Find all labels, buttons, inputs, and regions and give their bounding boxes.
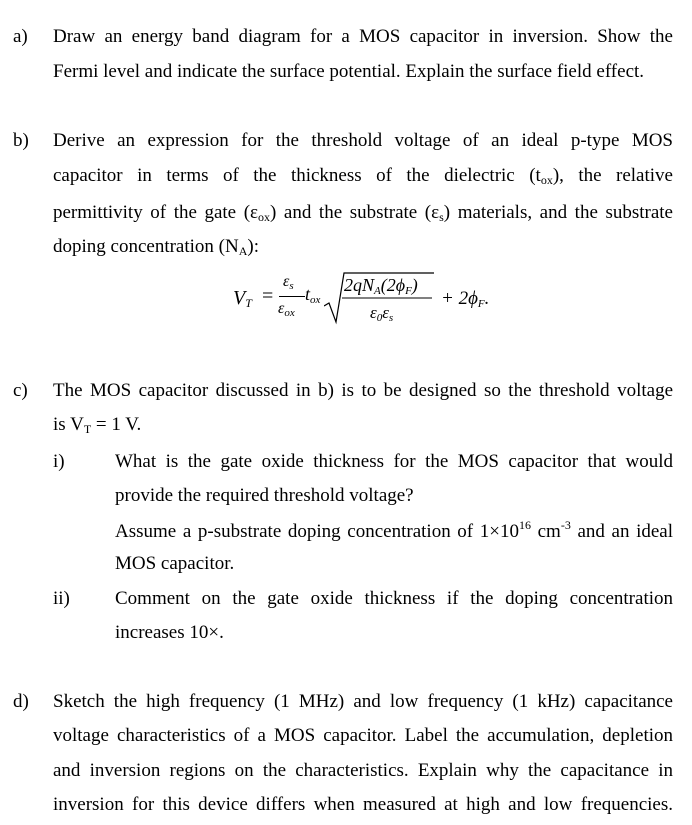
question-a-line-1: Draw an energy band diagram for a MOS capacitor in inversion. Show the xyxy=(53,26,673,47)
question-a-line-2: Fermi level and indicate the surface potential. Explain the surface field effect. xyxy=(53,61,645,82)
question-label: d) xyxy=(13,691,29,712)
question-c-i-line-4: MOS capacitor. xyxy=(115,553,235,574)
question-c-ii-line-2: increases 10×. xyxy=(115,622,224,643)
question-d-line-4: inversion for this device differs when measured at high and low frequencies. xyxy=(53,794,673,815)
question-b-line-3: permittivity of the gate $(\varepsilon_{ox})$ and the substrate $(\varepsilon_s)$ materials, and the substrate xyxy=(53,202,673,224)
question-d-line-1: Sketch the high frequency (1 MHz) and low frequency (1 kHz) capacitance xyxy=(53,691,673,712)
question-c-i-line-2: provide the required threshold voltage? xyxy=(115,485,414,506)
question-label: c) xyxy=(13,380,28,401)
question-b-line-4: doping concentration $(N_A)$: xyxy=(53,236,260,258)
question-c-i-line-3: Assume a p-substrate doping concentration of $1\times 10^{16}$ $cm^{-3}$ and an ideal xyxy=(115,518,673,542)
question-c-ii-line-1: Comment on the gate oxide thickness if the doping concentration xyxy=(115,588,673,609)
fraction-bar xyxy=(279,296,305,297)
question-d-line-2: voltage characteristics of a MOS capacitor. Label the accumulation, depletion xyxy=(53,725,673,746)
subquestion-label: ii) xyxy=(53,588,70,609)
question-b-line-1: Derive an expression for the threshold voltage of an ideal p-type MOS xyxy=(53,130,673,151)
question-c-line-2: is $V_T = 1$ V. xyxy=(53,414,142,436)
subquestion-label: i) xyxy=(53,451,65,472)
question-d-line-3: and inversion regions on the characteristics. Explain why the capacitance in xyxy=(53,760,673,781)
question-c-line-1: The MOS capacitor discussed in b) is to be designed so the threshold voltage xyxy=(53,380,673,401)
question-b-line-2: capacitor in terms of the thickness of the dielectric $(t_{ox})$, the relative xyxy=(53,165,673,187)
question-label: b) xyxy=(13,130,29,151)
question-c-i-line-1: What is the gate oxide thickness for the MOS capacitor that would xyxy=(115,451,673,472)
question-label: a) xyxy=(13,26,28,47)
